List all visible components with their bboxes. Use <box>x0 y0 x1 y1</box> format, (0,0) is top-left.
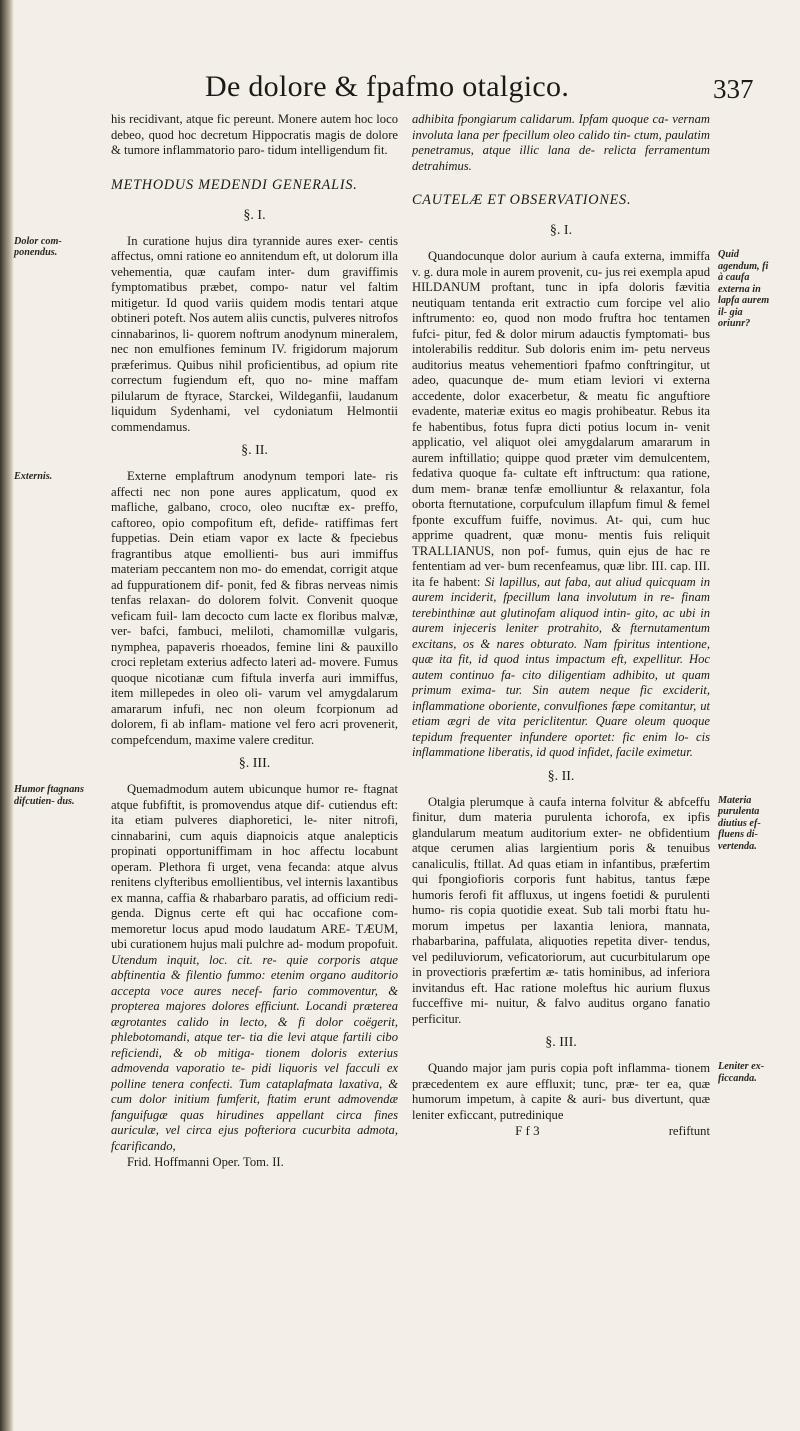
signature-mark: F f 3 <box>515 1123 540 1138</box>
page-number: 337 <box>713 74 754 104</box>
left-margin-note-1: Dolor com- ponendus. <box>14 235 62 258</box>
right-heading: CAUTELÆ ET OBSERVATIONES. <box>412 192 632 208</box>
right-margin-note-3: Leniter ex- ficcanda. <box>718 1061 765 1084</box>
left-section-2-label: §. II. <box>241 443 268 458</box>
right-section-2 <box>412 794 761 1028</box>
trallianus-quote: Si lapillus, aut faba, aut aliud quicquam in aurem inciderit, fpecillum lana involutum in re- finam terebinthinæ aut glutinofam aliquod intin- gito, ac ubi in aurem injeceris leniter protrahito, & fternutamentum excitans, os & nares obturato. Nam fpiritus intentione, quæ ita fit, id quod intus impactum eft, expellitur. Hoc autem continuo fa- cito diligentiam adhibito, ut quam primum exima- tur. Sin autem neque fic exciderit, inflammatione oboriente, convulfiones fæpe comitantur, ut etiam ægri de vita periclitentur. Quare oleum quoque tepidum frequenter infundere oportet: fic enim lo- cis inflammatione liberatis, id quod infidet, facile eximetur. <box>412 574 710 759</box>
left-intro: his recidivant, atque fic pereunt. Monere autem hoc loco debeo, quod hoc decretum Hippocratis magis de dolore & tumore inflammatorio paro- tidum intelligendum fit. <box>111 112 398 157</box>
right-section-2-text: Otalgia plerumque à caufa interna folvitur & abfceffu finitur, dum materia purulenta ichorofa, ex ipfis glandularum meatum auditorium exter- ne obfidentium atque cerumen alias largientium poris & tenuibus canaliculis, ftillat. Ad quas etiam in infantibus, præfertim qui fpongiofioris corporis funt habitus, tantus fæpe humoris ferofi fit affluxus, ut ingens foetidi & purulenti humo- ris copia quotidie exeat. Sub tali morbi ftatu hu- morum impetus per laxantia leniora, mannata, rhabarbarina, paffulata, aliquoties repetita diver- tendus, vel pediluviorum, veficatoriorum, aut cucurbitularum ope in provectioris præfertim æ- tatis hominibus, ad inferiora invitandus eft. Hac ratione moleftus hic aurium fluxus fucceffive mi- nuitur, & falvo auditus organo fanatio perficitur. <box>412 794 710 1026</box>
left-section-3-text <box>111 782 398 1154</box>
left-section-1 <box>14 233 398 436</box>
left-section-3-label: §. III. <box>238 756 271 771</box>
right-section-1-text <box>412 249 710 761</box>
left-margin-note-2: Externis. <box>14 471 53 482</box>
left-section-2 <box>14 469 398 748</box>
right-section-3-text: Quando major jam puris copia poft inflamma- tionem præcedentem ex aure effluxit; tunc, præ- ter ea, quæ humorum impetum, à capite & auri- bus divertunt, quæ leniter exficcant, putredinique <box>412 1061 710 1122</box>
running-head <box>0 70 800 110</box>
right-column <box>412 112 770 1139</box>
left-column <box>14 112 398 1171</box>
running-title: De dolore & fpafmo otalgico. <box>205 70 570 103</box>
binding-shadow <box>0 0 14 1431</box>
left-section-1-text: In curatione hujus dira tyrannide aures exer- centis affectus, omni ratione eo annitendum eft, ut dolorum illa vehementia, quæ caufam inter- dum graviffimis fymptomatibus præbet, compo- natur vel faltim mitigetur. Id quod variis quidem modis tentari atque obtineri poteft. Nos autem aliis cunctis, pulveres nitrofos cinnabarinos, li- quorem noftrum anodynum mineralem, nec non emulfiones feminum IV. frigidorum majorum præferimus. Quibus nihil proficientibus, ad opium rite correctum fugiendum eft, quo no- mine maffam pilularum de ftyrace, Starckei, Wildeganfii, laudanum liquidum Sydenhami, vel cydoniatum Helmontii commendamus. <box>111 233 398 434</box>
right-section-1-label: §. I. <box>549 223 573 238</box>
left-section-3 <box>14 782 398 1154</box>
right-footer <box>412 1123 710 1139</box>
right-section-3-label: §. III. <box>545 1035 577 1050</box>
aretaeus-quote: Utendum inquit, loc. cit. re- quie corporis atque abftinentia & filentio fummo: etenim organo auditorio accepta voce aures necef- fario commoventur, & propterea majores dolores efficiunt. Locandi præterea ægrotantes calido in lecto, & fi dolor coëgerit, phlebotomandi, atque ter- tia die levi atque fartili cibo reficiendi, & ob mitiga- tionem doloris exterius admovenda vaporatio te- pidi liquoris vel facculi ex polline tenera confecti. Tum cataplafmata laxativa, & cum dolor initium fumferit, ftatim erunt admovendæ fanguifugæ quas hirudines appellant circa fines auriculæ, vel circa ejus pofteriora cucurbita admota, fcarificando, <box>111 952 398 1153</box>
right-section-3 <box>412 1061 765 1123</box>
catchword: refiftunt <box>668 1124 710 1138</box>
left-section-1-label: §. I. <box>243 207 266 223</box>
left-heading: METHODUS MEDENDI GENERALIS. <box>111 176 358 193</box>
left-signature: Frid. Hoffmanni Oper. Tom. II. <box>127 1155 284 1169</box>
right-margin-note-2: Materia purulenta diutius ef- fluens di- vertenda. <box>718 794 761 852</box>
right-section-2-label: §. II. <box>547 768 575 784</box>
right-intro: adhibita fpongiarum calidarum. Ipfam quoque ca- vernam involuta lana per fpecillum oleo calido tin- ctum, paulatim penetramus, atque illic lana de- relicta ferramentum detrahimus. <box>412 112 710 173</box>
right-section-1-body: Quandocunque dolor aurium à caufa externa, immiffa v. g. dura mole in aurem provenit, cu- jus rei exempla apud HILDANUM proftant, tunc in ipfa doloris fævitia neutiquam tentanda erit extractio cum forcipe vel alio inftrumento: eo, quod non modo fruftra hoc tentamen fufci- pitur, fed & dolor mirum adauctis fymptomati- bus intolerabilis redditur. Sub doloris enim im- petu nerveus auditorius meatus vehementiori fpafmo conftringitur, ut adeo, quacunque de- mum etiam leviori vi externa accedente, dolor exacerbetur, & meatu fic anguftiore evadente, materiæ exitus eo magis prohibeatur. Rebus ita fe habentibus, fotus fupra dicti potius locum in- venit applicatio, vel aliquot olei amygdalarum amararum in aurem inftillatio; quippe quod præter vim demulcentem, fedativa quoque fa- cultate eft inftructum: qua ratione, dum mem- branæ tenfæ emolliuntur & relaxantur, fola oborta fternutatione, corpufculum illapfum fimul & femel fponte excuffum fuiffe, novimus. At- qui, cum huc apprime quadrent, quæ monu- mentis fuis reliquit TRALLIANUS, non pof- fumus, quin ejus de hac re fententiam ad ver- bum recenfeamus, quæ libr. III. cap. III. ita fe habent: <box>412 249 710 589</box>
left-margin-note-3: Humor ftagnans difcutien- dus. <box>14 784 84 807</box>
right-section-1 <box>412 249 770 761</box>
left-section-2-text: Externe emplaftrum anodynum tempori late- ris affecti nec non pone aures applicatum, quod ex mafliche, galbano, croco, oleo nucıftæ ex- preffo, caftoreo, opio compofitum eft, defide- ratiffimas fert fuppetias. Dein etiam vapor ex lacte & fpeciebus fragrantibus atque emollienti- bus auri immiffus materiam peccantem non mo- do emendat, corrigit atque ad fuppurationem dif- ponit, fed & fibras nerveas nimis tenfas relaxan- do dolorem folvit. Convenit quoque veficam fuil- lam decocto cum lacte ex floribus malvæ, ver- bafci, fambuci, meliloti, chamomillæ vulgaris, nymphea, papaveris rhoeados, femine lini & pauxillo croci repletam exterius adfecto lateri ad- movere. Fumus quoque nicotianæ cum fiftula inverfa auri immiffus, item millepedes in oleo oli- varum vel amygdalarum amararum infufi, nec non oleum fcorpionum ad dolorem, fi ab inflam- matione vel fero acri provenerit, compefcendum, maxime valere creditur. <box>111 469 398 747</box>
left-section-3-body: Quemadmodum autem ubicunque humor re- ftagnat atque fubfiftit, is promovendus atque dif- cutiendus eft: ita etiam pulveres diaphoretici, le- niter nitrofi, cinnabarini, cum aquis diapnoicis atque analepticis propinati opportuniffimam in hoc affectu locabunt operam. Plethora fi urget, vena fecanda: atque alvus renitens clyfteribus emollientibus, vel internis laxantibus ex manna, caffia & rhabarbaro paratis, ad officium redi- genda. Dignus certe eft qui hac occafione com- memoretur locus apud modo laudatum ARE- TÆUM, ubi curationem hujus mali pulchre ad- modum propofuit. <box>111 782 398 951</box>
right-margin-note-1: Quid agendum, fi à caufa externa in lapfa aurem il- gia oriunr? <box>718 249 770 329</box>
